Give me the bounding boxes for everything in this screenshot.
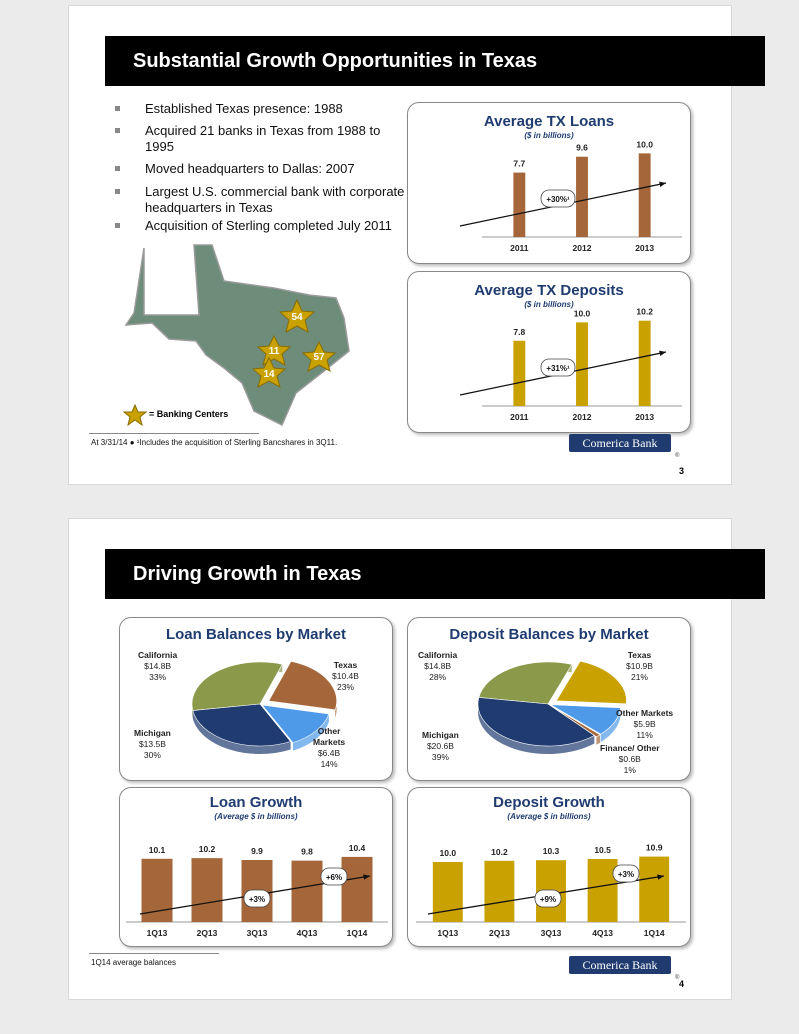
x-tick-label: 2013 (635, 412, 655, 422)
bar-value-label: 10.1 (148, 844, 166, 855)
pie-label-texas: Texas $10.4B 23% (332, 660, 359, 692)
bar (639, 153, 651, 237)
bar-value-label: 10.0 (439, 848, 457, 858)
star-label: 14 (263, 369, 275, 380)
bar-value-label: 10.4 (348, 842, 366, 853)
bar (342, 857, 373, 922)
comerica-logo: Comerica Bank (569, 956, 671, 974)
bar-value-label: 10.9 (645, 842, 663, 853)
bar-value-label: 10.3 (542, 846, 560, 857)
x-tick-label: 2012 (572, 243, 592, 253)
bar-value-label: 10.2 (198, 844, 216, 855)
loan-growth-panel (119, 787, 393, 947)
bullet-text: Moved headquarters to Dallas: 2007 (145, 161, 355, 176)
bar-value-label: 10.5 (594, 845, 611, 855)
slide-4 (68, 518, 732, 1000)
x-tick-label: 2Q13 (196, 928, 218, 938)
page-number: 3 (679, 466, 685, 476)
chart-subtitle: ($ in billions) (524, 300, 574, 309)
x-tick-label: 1Q14 (643, 928, 665, 938)
bullet-text: Largest U.S. commercial bank with corporate headquarters in Texas (145, 184, 405, 215)
trend-arrow-head (659, 351, 666, 356)
footnote: 1Q14 average balances (91, 958, 176, 967)
trend-arrow-head (659, 182, 666, 187)
slide-title-bar (105, 36, 765, 86)
pie-label-michigan: Michigan $13.5B 30% (134, 728, 171, 760)
bar (192, 858, 223, 922)
bar (588, 859, 618, 922)
tx-deposits-panel (407, 271, 691, 433)
chart-subtitle: (Average $ in billions) (507, 812, 591, 821)
legend-star-icon (123, 404, 147, 426)
registered-mark: ® (675, 453, 680, 459)
slide-3 (68, 5, 732, 485)
bar-value-label: 7.7 (513, 158, 526, 169)
bar-value-label: 10.0 (636, 139, 653, 150)
pie-label-other: Other Markets $6.4B 14% (313, 726, 346, 769)
bar-value-label: 9.8 (301, 846, 313, 857)
bar (513, 173, 525, 237)
star-label: 54 (291, 312, 303, 323)
growth-badge-label: +3% (248, 895, 266, 904)
x-tick-label: 4Q13 (296, 928, 318, 938)
bar (639, 321, 651, 406)
pie-label-other: Other Markets $5.9B 11% (616, 708, 674, 740)
bar-value-label: 9.9 (251, 846, 263, 857)
slide-title-bar (105, 549, 765, 599)
bar (576, 157, 588, 237)
pie-label-finance: Finance/ Other $0.6B 1% (600, 743, 660, 775)
star-label: 11 (268, 346, 280, 357)
x-tick-label: 4Q13 (592, 928, 613, 938)
bar (576, 322, 588, 406)
bar (292, 861, 323, 922)
bar (484, 861, 514, 922)
x-tick-label: 2Q13 (489, 928, 510, 938)
x-tick-label: 3Q13 (540, 928, 562, 938)
bar-value-label: 7.8 (513, 326, 526, 337)
x-tick-label: 2011 (510, 412, 529, 422)
chart-subtitle: ($ in billions) (524, 131, 574, 140)
x-tick-label: 2011 (510, 243, 529, 253)
deposit-pie-panel (407, 617, 691, 781)
registered-mark: ® (675, 975, 680, 981)
loan-pie-panel (119, 617, 393, 781)
bullet-text: Acquired 21 banks in Texas from 1988 to 1995 (145, 123, 381, 154)
bar-value-label: 10.2 (636, 306, 653, 317)
chart-title: Loan Balances by Market (165, 626, 347, 643)
loan-growth-chart (120, 788, 392, 946)
chart-title: Average TX Loans (483, 113, 615, 130)
chart-title: Loan Growth (209, 794, 303, 811)
slide-title: Substantial Growth Opportunities in Texas (133, 50, 538, 72)
comerica-logo: Comerica Bank (569, 434, 671, 452)
chart-subtitle: (Average $ in billions) (214, 812, 298, 821)
chart-title: Deposit Balances by Market (449, 626, 649, 643)
bar-value-label: 9.6 (576, 142, 588, 153)
growth-badge-label: +30%¹ (546, 195, 570, 204)
page-number: 4 (679, 979, 685, 989)
tx-deposits-chart (408, 272, 690, 432)
deposit-growth-chart (408, 788, 690, 946)
growth-badge-label: +9% (539, 895, 557, 904)
tx-loans-panel (407, 102, 691, 264)
chart-title: Average TX Deposits (474, 282, 624, 299)
deposit-growth-panel (407, 787, 691, 947)
growth-badge-label: +31%¹ (546, 364, 570, 373)
bar-value-label: 10.2 (491, 846, 508, 857)
x-tick-label: 1Q13 (437, 928, 459, 938)
bar-value-label: 10.0 (573, 308, 591, 319)
pie-slice (192, 662, 282, 711)
pie-label-california: California $14.8B 28% (418, 650, 458, 682)
bullet-text: Acquisition of Sterling completed July 2011 (145, 218, 392, 233)
bar (639, 857, 669, 922)
x-tick-label: 3Q13 (246, 928, 268, 938)
star-label: 57 (313, 352, 325, 363)
x-tick-label: 1Q13 (146, 928, 168, 938)
x-tick-label: 1Q14 (346, 928, 368, 938)
pie-label-michigan: Michigan $20.6B 39% (422, 730, 459, 762)
chart-title: Deposit Growth (493, 794, 605, 811)
texas-map (119, 238, 369, 428)
bullet-text: Established Texas presence: 1988 (145, 101, 343, 116)
slide-title: Driving Growth in Texas (133, 563, 362, 585)
tx-loans-chart (408, 103, 690, 263)
map-legend: = Banking Centers (149, 409, 229, 419)
growth-badge-label: +6% (325, 873, 343, 882)
pie-label-texas: Texas $10.9B 21% (626, 650, 653, 682)
x-tick-label: 2013 (635, 243, 655, 253)
bar (513, 341, 525, 406)
pie-label-california: California $14.8B 33% (138, 650, 178, 682)
footnote: At 3/31/14 ● ¹Includes the acquisition of Sterling Bancshares in 3Q11. (91, 438, 338, 447)
x-tick-label: 2012 (572, 412, 592, 422)
growth-badge-label: +3% (617, 870, 635, 879)
